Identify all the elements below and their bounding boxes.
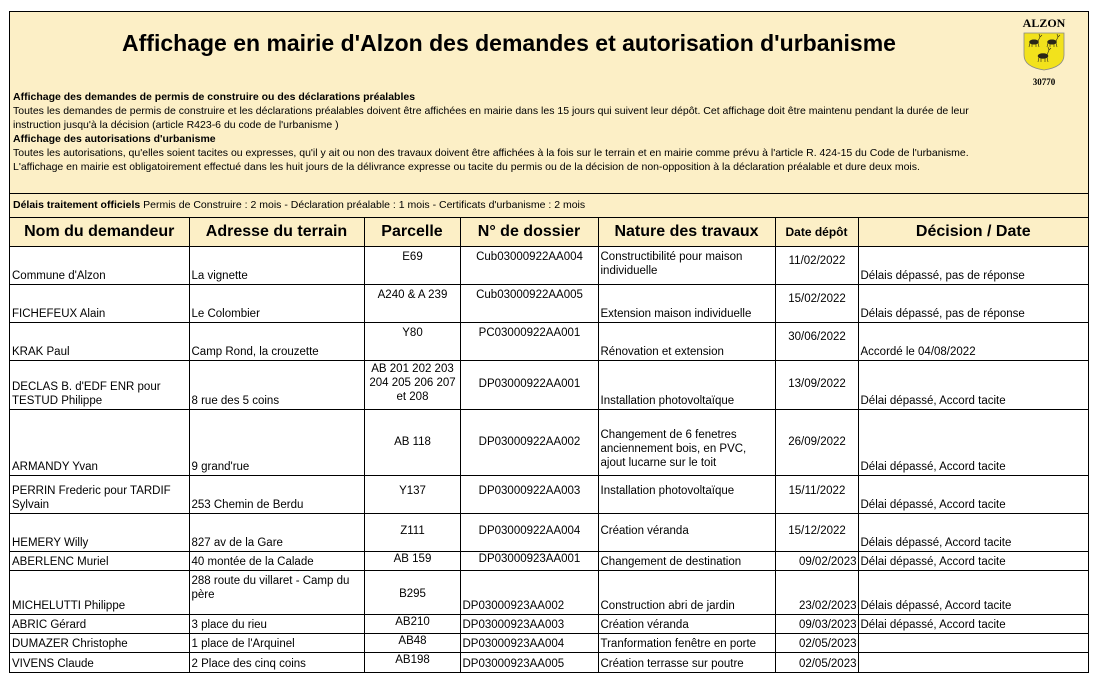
cell-dossier: DP03000922AA003 [460,476,598,514]
cell-decision [858,634,1088,653]
cell-nom: KRAK Paul [10,323,189,361]
cell-parcelle: AB 201 202 203 204 205 206 207 et 208 [364,361,460,410]
cell-nature: Extension maison individuelle [598,285,775,323]
cell-nature: Tranformation fenêtre en porte [598,634,775,653]
cell-date: 09/02/2023 [775,552,858,571]
cell-parcelle: Z111 [364,514,460,552]
table-row [10,361,1088,410]
cell-decision: Délai dépassé, Accord tacite [858,410,1088,476]
cell-dossier: Cub03000922AA004 [460,247,598,285]
cell-date: 09/03/2023 [775,615,858,634]
cell-dossier: DP03000923AA002 [460,571,598,615]
cell-parcelle: A240 & A 239 [364,285,460,323]
header [10,12,1088,194]
cell-dossier: PC03000922AA001 [460,323,598,361]
cell-nom: ABERLENC Muriel [10,552,189,571]
delais-text: Permis de Construire : 2 mois - Déclaration préalable : 1 mois - Certificats d'urbanisme : 2 mois [143,199,586,211]
cell-date: 15/11/2022 [775,476,858,514]
cell-adresse: 8 rue des 5 coins [189,361,364,410]
cell-dossier: DP03000923AA001 [460,552,598,571]
cell-adresse: La vignette [189,247,364,285]
cell-adresse: Camp Rond, la crouzette [189,323,364,361]
table-row [10,323,1088,361]
cell-dossier: DP03000923AA004 [460,634,598,653]
cell-adresse: 1 place de l'Arquinel [189,634,364,653]
cell-decision: Délais dépassé, Accord tacite [858,571,1088,615]
alzon-logo [1014,16,1074,87]
cell-date: 02/05/2023 [775,653,858,672]
col-header-decision: Décision / Date [858,218,1088,247]
cell-decision [858,653,1088,672]
page-title: Affichage en mairie d'Alzon des demandes et autorisation d'urbanisme [122,30,896,56]
cell-nom: MICHELUTTI Philippe [10,571,189,615]
cell-dossier: DP03000923AA003 [460,615,598,634]
section-demandes-title: Affichage des demandes de permis de construire ou des déclarations préalables [13,91,416,103]
section-autorisations-text-1: Toutes les autorisations, qu'elles soient tacites ou expresses, qu'il y ait ou non des travaux doivent être affichées à la fois sur le terrain et en mairie comme prévu à l'article R. 424-15 du Code de l'urbanisme. [13,147,969,159]
section-autorisations-title: Affichage des autorisations d'urbanisme [13,133,216,145]
coat-of-arms-deer-icon [1021,31,1067,71]
cell-decision: Délais dépassé, Accord tacite [858,514,1088,552]
cell-parcelle: AB 118 [364,410,460,476]
cell-adresse: 2 Place des cinq coins [189,653,364,672]
cell-nature: Création véranda [598,514,775,552]
table-row [10,615,1088,634]
cell-dossier: DP03000923AA005 [460,653,598,672]
cell-date: 26/09/2022 [775,410,858,476]
table-row [10,410,1088,476]
cell-adresse: Le Colombier [189,285,364,323]
cell-adresse: 3 place du rieu [189,615,364,634]
cell-adresse: 40 montée de la Calade [189,552,364,571]
urbanism-table [10,218,1088,672]
cell-adresse: 9 grand'rue [189,410,364,476]
table-row [10,571,1088,615]
cell-parcelle: AB210 [364,615,460,634]
cell-decision: Délai dépassé, Accord tacite [858,476,1088,514]
cell-nom: HEMERY Willy [10,514,189,552]
cell-dossier: DP03000922AA004 [460,514,598,552]
cell-date: 23/02/2023 [775,571,858,615]
cell-parcelle: E69 [364,247,460,285]
cell-nature: Construction abri de jardin [598,571,775,615]
cell-adresse: 253 Chemin de Berdu [189,476,364,514]
table-row [10,552,1088,571]
cell-decision: Délais dépassé, pas de réponse [858,247,1088,285]
cell-nature: Installation photovoltaïque [598,476,775,514]
cell-nature: Installation photovoltaïque [598,361,775,410]
cell-parcelle: AB 159 [364,552,460,571]
cell-adresse: 827 av de la Gare [189,514,364,552]
table-row [10,285,1088,323]
logo-postal-code: 30770 [1032,77,1056,87]
cell-nom: ARMANDY Yvan [10,410,189,476]
cell-parcelle: Y137 [364,476,460,514]
col-header-parcelle: Parcelle [364,218,460,247]
cell-nom: Commune d'Alzon [10,247,189,285]
table-row [10,476,1088,514]
cell-date: 11/02/2022 [775,247,858,285]
cell-nom: ABRIC Gérard [10,615,189,634]
table-header-row [10,218,1088,247]
cell-nom: FICHEFEUX Alain [10,285,189,323]
intro-text [13,90,1082,174]
cell-nature: Création véranda [598,615,775,634]
logo-name: ALZON [1022,16,1066,30]
table-row [10,653,1088,672]
cell-dossier: Cub03000922AA005 [460,285,598,323]
cell-nature: Constructibilité pour maison individuelle [598,247,775,285]
cell-parcelle: AB48 [364,634,460,653]
cell-nom: VIVENS Claude [10,653,189,672]
table-row [10,247,1088,285]
cell-date: 30/06/2022 [775,323,858,361]
cell-decision: Délai dépassé, Accord tacite [858,552,1088,571]
section-autorisations-text-2: L'affichage en mairie est obligatoirement effectué dans les huit jours de la délivrance expresse ou tacite du permis ou de la décision de non-opposition à la déclaration préalable et dure deux mois. [13,161,920,173]
cell-date: 15/12/2022 [775,514,858,552]
section-demandes-text-1: Toutes les demandes de permis de construire et les déclarations préalables doivent être affichées en mairie dans les 15 jours qui suivent leur dépôt. Cet affichage doit être maintenu pendant la durée de leur [13,105,969,117]
cell-nature: Rénovation et extension [598,323,775,361]
cell-parcelle: B295 [364,571,460,615]
cell-parcelle: AB198 [364,653,460,672]
cell-parcelle: Y80 [364,323,460,361]
cell-nature: Changement de destination [598,552,775,571]
cell-nom: DECLAS B. d'EDF ENR pour TESTUD Philippe [10,361,189,410]
cell-date: 15/02/2022 [775,285,858,323]
cell-dossier: DP03000922AA002 [460,410,598,476]
delais-banner [10,194,1088,218]
cell-decision: Délai dépassé, Accord tacite [858,361,1088,410]
cell-date: 13/09/2022 [775,361,858,410]
cell-nom: PERRIN Frederic pour TARDIF Sylvain [10,476,189,514]
cell-decision: Délais dépassé, pas de réponse [858,285,1088,323]
col-header-date: Date dépôt [775,218,858,247]
cell-nature: Changement de 6 fenetres anciennement bois, en PVC, ajout lucarne sur le toit [598,410,775,476]
col-header-nom: Nom du demandeur [10,218,189,247]
col-header-dossier: N° de dossier [460,218,598,247]
cell-nature: Création terrasse sur poutre [598,653,775,672]
col-header-nature: Nature des travaux [598,218,775,247]
table-row [10,634,1088,653]
table-row [10,514,1088,552]
delais-label: Délais traitement officiels [13,199,141,211]
section-demandes-text-2: instruction jusqu'à la décision (article R423-6 du code de l'urbanisme ) [13,119,339,131]
cell-dossier: DP03000922AA001 [460,361,598,410]
cell-date: 02/05/2023 [775,634,858,653]
cell-decision: Délai dépassé, Accord tacite [858,615,1088,634]
cell-adresse: 288 route du villaret - Camp du père [189,571,364,615]
col-header-adresse: Adresse du terrain [189,218,364,247]
cell-decision: Accordé le 04/08/2022 [858,323,1088,361]
urbanism-display-sheet [9,11,1089,673]
cell-nom: DUMAZER Christophe [10,634,189,653]
